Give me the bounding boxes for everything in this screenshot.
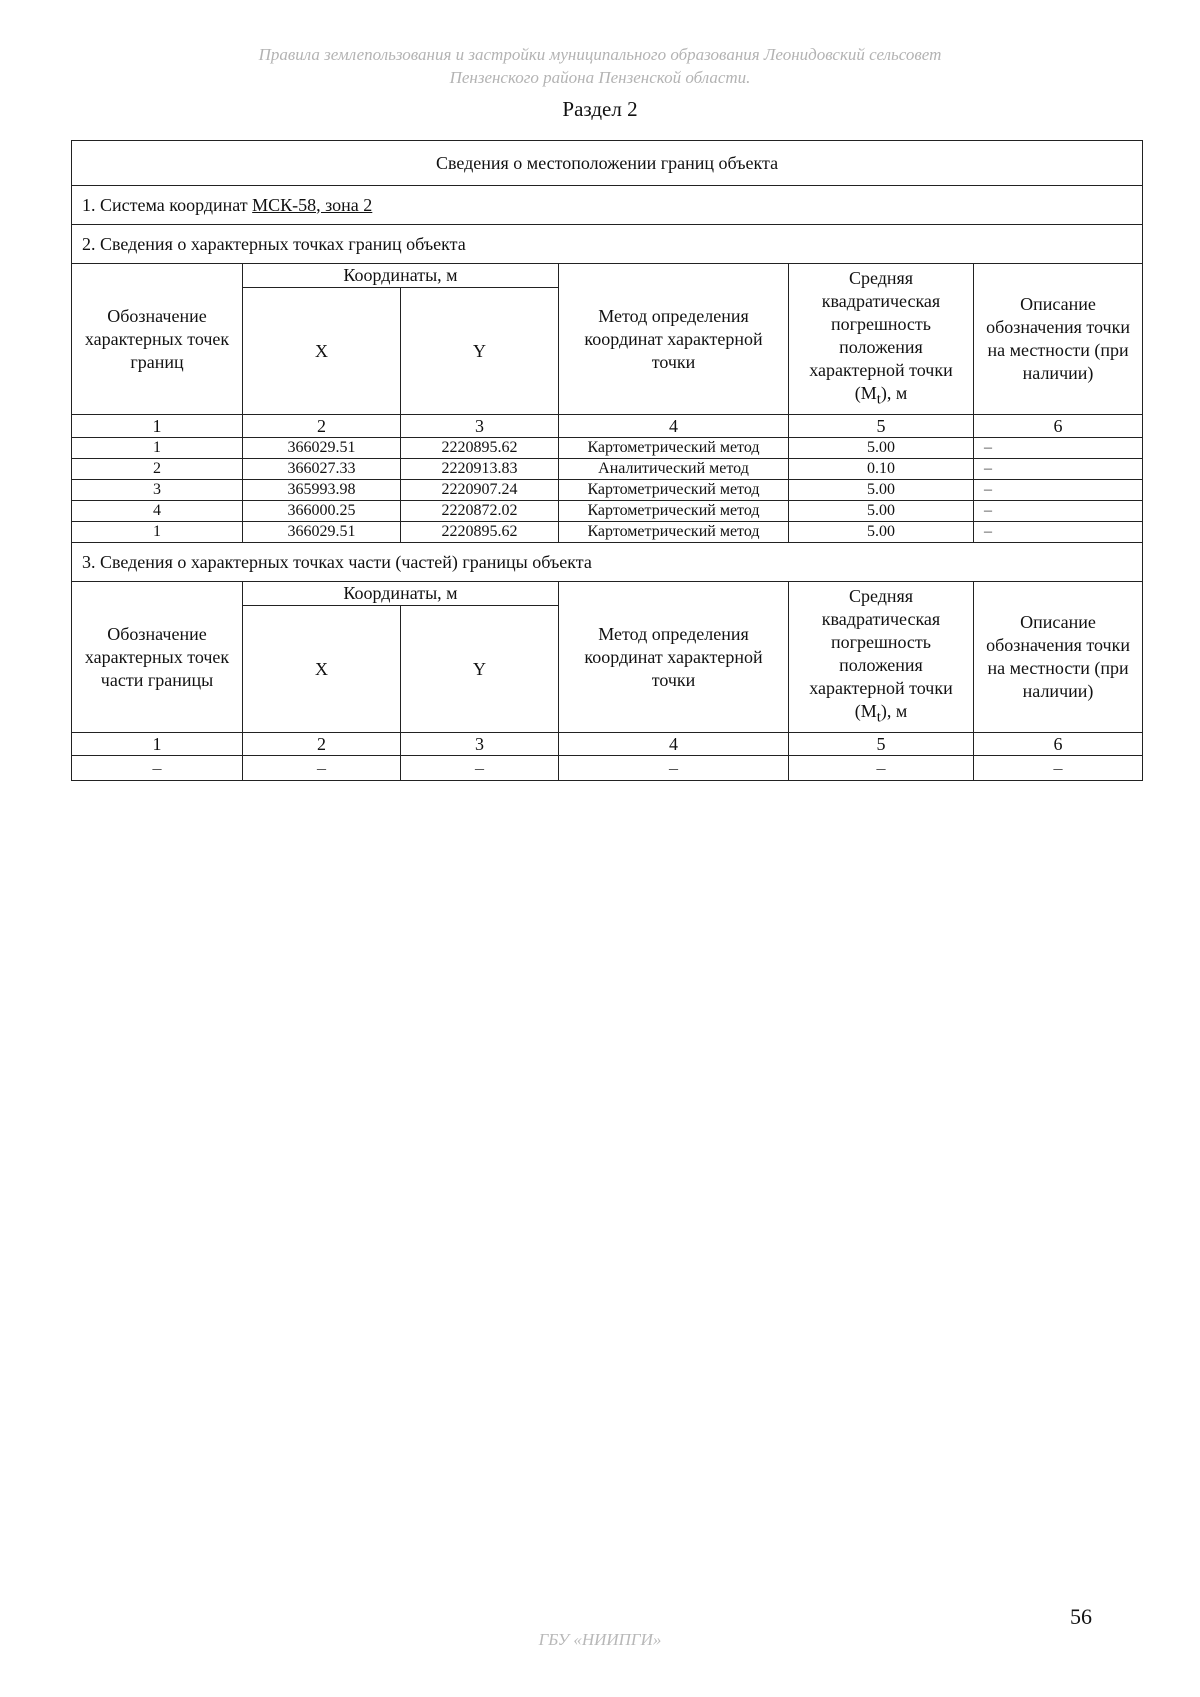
column-number: 1: [72, 415, 243, 438]
header-error-text: Средняя квадратическая погрешность положения характерной точки (M: [809, 585, 953, 721]
header-coordinates-part: Координаты, м: [243, 582, 559, 606]
error: 5.00: [789, 522, 974, 543]
column-number: 6: [974, 415, 1143, 438]
description: –: [974, 438, 1143, 459]
empty-cell: –: [72, 756, 243, 781]
coord-x: 366029.51: [243, 522, 401, 543]
table-banner: Сведения о местоположении границ объекта: [72, 141, 1143, 186]
table-row: [72, 522, 1143, 543]
section2-title: 2. Сведения о характерных точках границ объекта: [72, 225, 1143, 264]
point-id: 2: [72, 459, 243, 480]
point-id: 3: [72, 480, 243, 501]
header-y: Y: [401, 288, 559, 415]
header-error-part: [789, 582, 974, 733]
point-id: 1: [72, 438, 243, 459]
header-method-part: Метод определения координат характерной точки: [559, 582, 789, 733]
coord-x: 366029.51: [243, 438, 401, 459]
point-id: 1: [72, 522, 243, 543]
header-x-part: X: [243, 606, 401, 733]
page-number: 56: [1070, 1604, 1092, 1629]
header-description-part: Описание обозначения точки на местности (при наличии): [974, 582, 1143, 733]
boundary-table: [71, 140, 1143, 781]
header-error: [789, 264, 974, 415]
coord-x: 366000.25: [243, 501, 401, 522]
coord-y: 2220907.24: [401, 480, 559, 501]
coordinate-system-value: МСК-58, зона 2: [252, 194, 373, 215]
table-row: [72, 459, 1143, 480]
coordinate-system-label: 1. Система координат: [82, 194, 253, 215]
header-y-part: Y: [401, 606, 559, 733]
table-row: [72, 480, 1143, 501]
error: 5.00: [789, 480, 974, 501]
point-id: 4: [72, 501, 243, 522]
column-numbers-row: [72, 415, 1143, 438]
error: 5.00: [789, 438, 974, 459]
column-numbers-row-part: [72, 733, 1143, 756]
description: –: [974, 522, 1143, 543]
empty-cell: –: [974, 756, 1143, 781]
header-error-subscript: t: [876, 391, 881, 408]
method: Аналитический метод: [559, 459, 789, 480]
description: –: [974, 480, 1143, 501]
header-description: Описание обозначения точки на местности (при наличии): [974, 264, 1143, 415]
header-error-text: Средняя квадратическая погрешность положения характерной точки (M: [809, 267, 953, 403]
header-error-tail: ), м: [880, 382, 908, 403]
document-header-line1: Правила землепользования и застройки муниципального образования Леонидовский сельсовет: [258, 45, 942, 64]
method: Картометрический метод: [559, 501, 789, 522]
table-row: [72, 501, 1143, 522]
column-number: 4: [559, 733, 789, 756]
coord-y: 2220872.02: [401, 501, 559, 522]
coord-y: 2220913.83: [401, 459, 559, 480]
method: Картометрический метод: [559, 480, 789, 501]
document-header-line2: Пензенского района Пензенской области.: [449, 68, 751, 87]
error: 0.10: [789, 459, 974, 480]
header-designation: Обозначение характерных точек границ: [72, 264, 243, 415]
header-error-tail: ), м: [880, 700, 908, 721]
column-number: 6: [974, 733, 1143, 756]
document-footer: ГБУ «НИИПГИ»: [538, 1630, 662, 1649]
header-designation-part: Обозначение характерных точек части границы: [72, 582, 243, 733]
method: Картометрический метод: [559, 522, 789, 543]
column-number: 3: [401, 415, 559, 438]
header-method: Метод определения координат характерной точки: [559, 264, 789, 415]
column-number: 2: [243, 733, 401, 756]
column-number: 5: [789, 733, 974, 756]
error: 5.00: [789, 501, 974, 522]
empty-cell: –: [243, 756, 401, 781]
description: –: [974, 459, 1143, 480]
section-title: Раздел 2: [562, 97, 638, 121]
column-number: 2: [243, 415, 401, 438]
column-number: 5: [789, 415, 974, 438]
empty-cell: –: [789, 756, 974, 781]
header-error-subscript: t: [876, 709, 881, 726]
empty-row: [72, 756, 1143, 781]
table-row: [72, 438, 1143, 459]
coordinate-system-row: [72, 186, 1143, 225]
empty-cell: –: [559, 756, 789, 781]
section3-title: 3. Сведения о характерных точках части (частей) границы объекта: [72, 543, 1143, 582]
coord-x: 365993.98: [243, 480, 401, 501]
coord-y: 2220895.62: [401, 438, 559, 459]
coord-x: 366027.33: [243, 459, 401, 480]
column-number: 1: [72, 733, 243, 756]
empty-cell: –: [401, 756, 559, 781]
description: –: [974, 501, 1143, 522]
header-coordinates: Координаты, м: [243, 264, 559, 288]
header-x: X: [243, 288, 401, 415]
coord-y: 2220895.62: [401, 522, 559, 543]
method: Картометрический метод: [559, 438, 789, 459]
column-number: 4: [559, 415, 789, 438]
column-number: 3: [401, 733, 559, 756]
